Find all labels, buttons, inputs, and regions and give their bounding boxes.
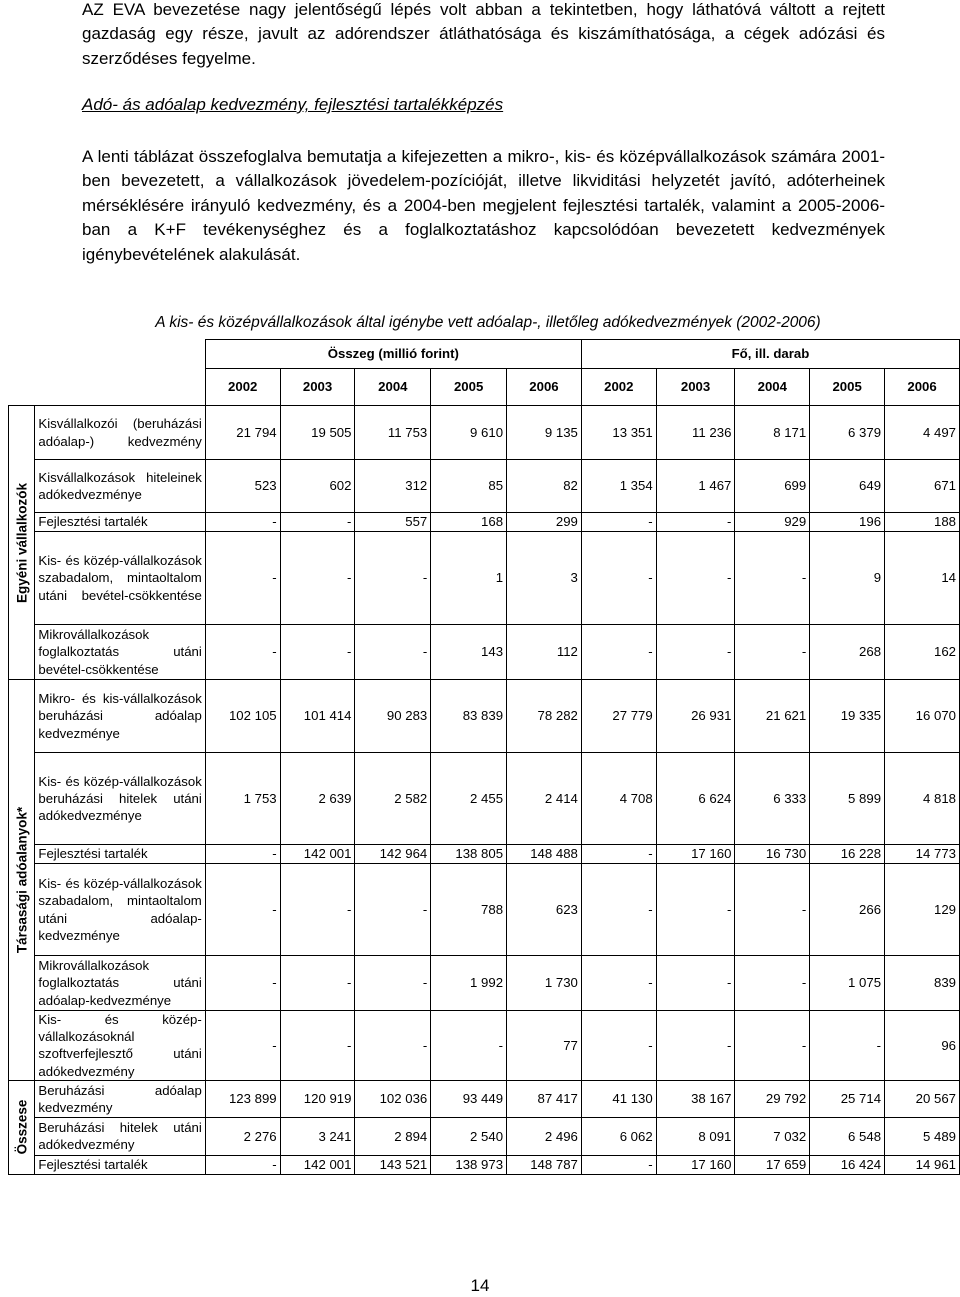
- table-row: [9, 1080, 960, 1117]
- value-cell: 1 467: [656, 460, 735, 513]
- value-cell: 1 730: [507, 956, 582, 1011]
- value-cell: 90 283: [355, 680, 431, 753]
- value-cell: -: [656, 532, 735, 625]
- table-row: [9, 625, 960, 680]
- table-row: [9, 460, 960, 513]
- group-label-cell: [9, 406, 35, 680]
- value-cell: 602: [280, 460, 355, 513]
- value-cell: 8 171: [735, 406, 810, 460]
- value-cell: -: [205, 864, 280, 956]
- row-label: Beruházási adóalap kedvezmény: [35, 1080, 205, 1117]
- value-cell: -: [205, 625, 280, 680]
- value-cell: -: [355, 1011, 431, 1081]
- year-header-7: 2004: [735, 369, 810, 406]
- value-cell: -: [581, 864, 656, 956]
- value-cell: -: [581, 513, 656, 532]
- value-cell: 929: [735, 513, 810, 532]
- value-cell: 148 787: [507, 1155, 582, 1174]
- value-cell: 21 794: [205, 406, 280, 460]
- row-label: Fejlesztési tartalék: [35, 845, 205, 864]
- value-cell: 2 894: [355, 1117, 431, 1155]
- value-cell: 11 236: [656, 406, 735, 460]
- year-header-1: 2003: [280, 369, 355, 406]
- group-label: Összese: [14, 1099, 30, 1155]
- value-cell: -: [280, 1011, 355, 1081]
- value-cell: 17 160: [656, 845, 735, 864]
- value-cell: 2 639: [280, 753, 355, 845]
- table-header-row: [9, 340, 960, 369]
- header-blank-cell: [9, 340, 206, 406]
- value-cell: 312: [355, 460, 431, 513]
- value-cell: 1 753: [205, 753, 280, 845]
- row-label: Mikrovállalkozások foglalkoztatás utáni bevétel-csökkentése: [35, 625, 205, 680]
- value-cell: 19 335: [810, 680, 885, 753]
- table-row: [9, 406, 960, 460]
- value-cell: -: [656, 513, 735, 532]
- value-cell: 557: [355, 513, 431, 532]
- value-cell: 649: [810, 460, 885, 513]
- value-cell: 21 621: [735, 680, 810, 753]
- value-cell: 8 091: [656, 1117, 735, 1155]
- value-cell: 7 032: [735, 1117, 810, 1155]
- value-cell: 143: [431, 625, 507, 680]
- value-cell: 268: [810, 625, 885, 680]
- value-cell: 26 931: [656, 680, 735, 753]
- value-cell: 1 354: [581, 460, 656, 513]
- value-cell: -: [581, 845, 656, 864]
- value-cell: 16 424: [810, 1155, 885, 1174]
- value-cell: 2 455: [431, 753, 507, 845]
- value-cell: -: [581, 532, 656, 625]
- value-cell: -: [280, 956, 355, 1011]
- value-cell: -: [205, 1011, 280, 1081]
- benefit-table: [8, 339, 960, 1175]
- value-cell: 4 708: [581, 753, 656, 845]
- value-cell: 148 488: [507, 845, 582, 864]
- value-cell: 19 505: [280, 406, 355, 460]
- value-cell: 16 070: [885, 680, 960, 753]
- row-label: Kis- és közép-vállalkozások szabadalom, mintaoltalom utáni adóalap-kedvezménye: [35, 864, 205, 956]
- value-cell: 839: [885, 956, 960, 1011]
- value-cell: 143 521: [355, 1155, 431, 1174]
- value-cell: 2 582: [355, 753, 431, 845]
- value-cell: -: [280, 864, 355, 956]
- value-cell: 3: [507, 532, 582, 625]
- value-cell: 188: [885, 513, 960, 532]
- table-row: [9, 845, 960, 864]
- value-cell: 6 333: [735, 753, 810, 845]
- year-header-4: 2006: [507, 369, 582, 406]
- body-paragraph: A lenti táblázat összefoglalva bemutatja a kifejezetten a mikro-, kis- és középvállalkozások számára 2001-ben bevezetett, a vállalkozások jövedelem-pozícióját, illetve likviditási helyzetét javító, adóterheinek mérséklésére irányuló kedvezmény, és a 2004-ben megjelent fejlesztési tartalék, valamint a 2005-2006-ban a K+F tevékenységhez és a foglalkoztatáshoz kapcsolódóan bevezetett kedvezmények igénybevételének alakulását.: [82, 147, 885, 264]
- row-label: Mikro- és kis-vállalkozások beruházási adóalap kedvezménye: [35, 680, 205, 753]
- value-cell: -: [735, 625, 810, 680]
- value-cell: 168: [431, 513, 507, 532]
- row-label: Beruházási hitelek utáni adókedvezmény: [35, 1117, 205, 1155]
- value-cell: 142 964: [355, 845, 431, 864]
- value-cell: 671: [885, 460, 960, 513]
- table-row: [9, 680, 960, 753]
- value-cell: -: [735, 864, 810, 956]
- value-cell: 138 973: [431, 1155, 507, 1174]
- value-cell: -: [205, 845, 280, 864]
- value-cell: -: [280, 625, 355, 680]
- year-header-9: 2006: [885, 369, 960, 406]
- value-cell: 112: [507, 625, 582, 680]
- value-cell: 129: [885, 864, 960, 956]
- value-cell: 27 779: [581, 680, 656, 753]
- value-cell: 266: [810, 864, 885, 956]
- value-cell: 5 489: [885, 1117, 960, 1155]
- value-cell: -: [280, 513, 355, 532]
- table-row: [9, 513, 960, 532]
- row-label: Fejlesztési tartalék: [35, 513, 205, 532]
- value-cell: 41 130: [581, 1080, 656, 1117]
- value-cell: -: [735, 1011, 810, 1081]
- value-cell: 96: [885, 1011, 960, 1081]
- value-cell: 17 160: [656, 1155, 735, 1174]
- value-cell: 6 548: [810, 1117, 885, 1155]
- year-header-6: 2003: [656, 369, 735, 406]
- table-row: [9, 956, 960, 1011]
- value-cell: -: [656, 625, 735, 680]
- value-cell: 788: [431, 864, 507, 956]
- value-cell: -: [581, 1011, 656, 1081]
- value-cell: 78 282: [507, 680, 582, 753]
- value-cell: -: [205, 956, 280, 1011]
- value-cell: 14 773: [885, 845, 960, 864]
- value-cell: -: [431, 1011, 507, 1081]
- value-cell: 120 919: [280, 1080, 355, 1117]
- value-cell: -: [355, 625, 431, 680]
- value-cell: 1: [431, 532, 507, 625]
- value-cell: -: [280, 532, 355, 625]
- group-label-cell: [9, 1080, 35, 1174]
- value-cell: -: [205, 532, 280, 625]
- value-cell: -: [656, 1011, 735, 1081]
- value-cell: 9: [810, 532, 885, 625]
- value-cell: 2 276: [205, 1117, 280, 1155]
- year-header-5: 2002: [581, 369, 656, 406]
- row-label: Mikrovállalkozások foglalkoztatás utáni adóalap-kedvezménye: [35, 956, 205, 1011]
- value-cell: 9 610: [431, 406, 507, 460]
- value-cell: 25 714: [810, 1080, 885, 1117]
- value-cell: 196: [810, 513, 885, 532]
- value-cell: 123 899: [205, 1080, 280, 1117]
- group-label: Társasági adóalanyok*: [14, 806, 30, 954]
- value-cell: -: [355, 532, 431, 625]
- value-cell: -: [810, 1011, 885, 1081]
- value-cell: 29 792: [735, 1080, 810, 1117]
- value-cell: 699: [735, 460, 810, 513]
- header-count: Fő, ill. darab: [581, 340, 959, 369]
- value-cell: 38 167: [656, 1080, 735, 1117]
- year-header-0: 2002: [205, 369, 280, 406]
- value-cell: 623: [507, 864, 582, 956]
- value-cell: 142 001: [280, 1155, 355, 1174]
- table-row: [9, 864, 960, 956]
- table-row: [9, 753, 960, 845]
- year-header-3: 2005: [431, 369, 507, 406]
- value-cell: -: [656, 864, 735, 956]
- value-cell: 299: [507, 513, 582, 532]
- row-label: Kisvállalkozások hiteleinek adókedvezménye: [35, 460, 205, 513]
- value-cell: 2 496: [507, 1117, 582, 1155]
- value-cell: 6 624: [656, 753, 735, 845]
- value-cell: 6 062: [581, 1117, 656, 1155]
- table-caption: A kis- és középvállalkozások által igénybe vett adóalap-, illetőleg adókedvezmények (2002-2006): [155, 314, 821, 331]
- value-cell: 162: [885, 625, 960, 680]
- value-cell: 4 497: [885, 406, 960, 460]
- value-cell: 20 567: [885, 1080, 960, 1117]
- value-cell: -: [205, 513, 280, 532]
- table-row: [9, 1117, 960, 1155]
- value-cell: 4 818: [885, 753, 960, 845]
- value-cell: 102 105: [205, 680, 280, 753]
- value-cell: 93 449: [431, 1080, 507, 1117]
- value-cell: 2 540: [431, 1117, 507, 1155]
- value-cell: 82: [507, 460, 582, 513]
- year-header-8: 2005: [810, 369, 885, 406]
- table-row: [9, 532, 960, 625]
- value-cell: -: [355, 956, 431, 1011]
- value-cell: 2 414: [507, 753, 582, 845]
- value-cell: 102 036: [355, 1080, 431, 1117]
- value-cell: 6 379: [810, 406, 885, 460]
- row-label: Kis- és közép-vállalkozások beruházási hitelek utáni adókedvezménye: [35, 753, 205, 845]
- intro-paragraph: AZ EVA bevezetése nagy jelentőségű lépés volt abban a tekintetben, hogy láthatóvá váltott a rejtett gazdaság egy része, javult az adórendszer átláthatósága és kiszámíthatósága, a cégek adózási és szerződéses fegyelme.: [82, 0, 885, 68]
- value-cell: 16 228: [810, 845, 885, 864]
- value-cell: 13 351: [581, 406, 656, 460]
- value-cell: -: [735, 532, 810, 625]
- table-row: [9, 1011, 960, 1081]
- value-cell: -: [581, 1155, 656, 1174]
- value-cell: 16 730: [735, 845, 810, 864]
- year-header-2: 2004: [355, 369, 431, 406]
- value-cell: -: [581, 956, 656, 1011]
- value-cell: 85: [431, 460, 507, 513]
- value-cell: -: [735, 956, 810, 1011]
- value-cell: 87 417: [507, 1080, 582, 1117]
- row-label: Kis- és közép-vállalkozásoknál szoftverfejlesztő utáni adókedvezmény: [35, 1011, 205, 1081]
- value-cell: -: [581, 625, 656, 680]
- row-label: Kisvállalkozói (beruházási adóalap-) kedvezmény: [35, 406, 205, 460]
- value-cell: 83 839: [431, 680, 507, 753]
- value-cell: 5 899: [810, 753, 885, 845]
- value-cell: 1 992: [431, 956, 507, 1011]
- row-label: Fejlesztési tartalék: [35, 1155, 205, 1174]
- value-cell: 523: [205, 460, 280, 513]
- group-label-cell: [9, 680, 35, 1081]
- page-number: 14: [470, 1276, 490, 1295]
- group-label: Egyéni vállalkozók: [14, 482, 30, 603]
- table-row: [9, 1155, 960, 1174]
- value-cell: 101 414: [280, 680, 355, 753]
- section-heading: Adó- ás adóalap kedvezmény, fejlesztési tartalékképzés: [82, 95, 504, 114]
- value-cell: -: [355, 864, 431, 956]
- value-cell: 9 135: [507, 406, 582, 460]
- value-cell: 3 241: [280, 1117, 355, 1155]
- value-cell: 11 753: [355, 406, 431, 460]
- row-label: Kis- és közép-vállalkozások szabadalom, mintaoltalom utáni bevétel-csökkentése: [35, 532, 205, 625]
- header-amount: Összeg (millió forint): [205, 340, 581, 369]
- value-cell: 14 961: [885, 1155, 960, 1174]
- value-cell: 1 075: [810, 956, 885, 1011]
- value-cell: -: [656, 956, 735, 1011]
- value-cell: -: [205, 1155, 280, 1174]
- value-cell: 142 001: [280, 845, 355, 864]
- value-cell: 17 659: [735, 1155, 810, 1174]
- value-cell: 77: [507, 1011, 582, 1081]
- value-cell: 14: [885, 532, 960, 625]
- value-cell: 138 805: [431, 845, 507, 864]
